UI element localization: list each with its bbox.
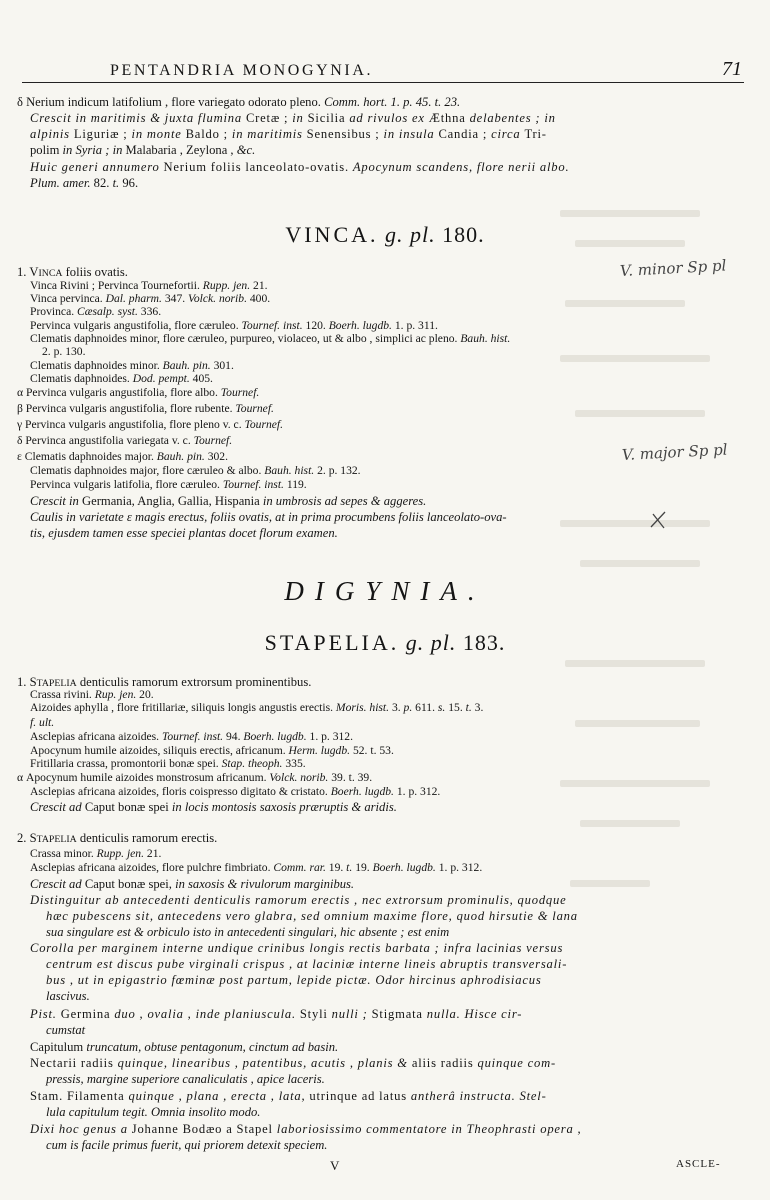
text-run: Stigmata (367, 1007, 427, 1021)
signature-mark: V (330, 1158, 340, 1173)
text-run: quinque , plana , erecta , lata, (128, 1089, 306, 1103)
text-run: Asclepias africana aizoides, floris coispresso digitato & cristato. (30, 785, 331, 798)
vinca-genus: VINCA. (285, 222, 379, 247)
stapelia2-line (46, 973, 542, 987)
text-run: Nectarii radiis (30, 1056, 118, 1070)
text-run: Caput bonæ spei, (84, 877, 176, 891)
nerium-line (30, 160, 569, 174)
handwritten-cross-mark (647, 509, 669, 531)
text-run: Tournef. (193, 434, 233, 447)
text-run: Baldo ; (185, 127, 232, 141)
text-run: 1. V (17, 265, 39, 279)
text-run: Plum. amer. (30, 176, 94, 190)
text-run: Styli (295, 1007, 332, 1021)
stapelia2-line (30, 861, 482, 875)
text-run: Hisce cir- (460, 1007, 523, 1021)
text-run: Pist. (30, 1007, 61, 1021)
text-run: Stap. theoph. (221, 757, 286, 770)
text-run: Bauh. pin. (156, 450, 208, 463)
vinca-line (30, 478, 307, 492)
text-run: Tournef. inst. (222, 478, 287, 491)
text-run: γ Pervinca vulgaris angustifolia, flore pleno v. c. (17, 418, 245, 431)
text-run: ad rivulos ex (349, 111, 429, 125)
text-run: Johanne Bodæo a Stapel (131, 1122, 277, 1136)
text-run: in maritimis (231, 127, 307, 141)
text-run: Distinguitur ab antecedenti denticulis ramorum erectis , nec extrorsum prominulis, quodque (30, 893, 567, 907)
text-run: Asclepias africana aizoides, flore pulchre fimbriato. (30, 861, 274, 874)
text-run: Liguriæ ; (73, 127, 132, 141)
vinca-line (30, 526, 338, 540)
stapelia2-line (30, 1040, 338, 1054)
vinca-line (17, 402, 274, 416)
stapelia2-line (30, 1122, 582, 1136)
text-run: 347. (164, 292, 189, 305)
stapelia2-line (46, 1072, 325, 1086)
stapelia1-line (30, 785, 440, 799)
text-run: δ Pervinca angustifolia variegata v. c. (17, 434, 194, 447)
text-run: 3. (391, 701, 404, 714)
text-run: 19. (355, 861, 373, 874)
vinca-line (17, 434, 232, 448)
vinca-line (42, 345, 85, 359)
text-run: 39. t. 39. (331, 771, 373, 784)
text-run: Vinca Rivini ; Pervinca Tournefortii. (30, 279, 203, 292)
vinca-line (30, 292, 270, 306)
text-run: cum is facile primus fuerit, qui priorem detexit speciem. (46, 1138, 328, 1152)
text-run: quinque, linearibus , patentibus, acutis , planis & (117, 1056, 412, 1070)
stapelia2-line (30, 893, 567, 907)
text-run: 96. (122, 176, 139, 190)
text-run: Boerh. lugdb. (243, 730, 310, 743)
text-run: antherâ instructa. (410, 1089, 516, 1103)
text-run: 2. S (17, 831, 37, 845)
text-run: Corolla per marginem interne undique crinibus longis rectis barbata ; infra lacinias versus (30, 941, 564, 955)
text-run: Crassa rivini. (30, 688, 95, 701)
text-run: polim (30, 143, 63, 157)
text-run: Sicilia (307, 111, 350, 125)
text-run: in saxosis & rivulorum marginibus. (175, 877, 355, 891)
text-run: 2. p. 130. (42, 345, 86, 358)
catchword: ASCLE- (676, 1158, 721, 1170)
text-run: Rupp. jen. (96, 847, 147, 860)
text-run: Capitulum (30, 1040, 87, 1054)
stapelia2-line (46, 925, 449, 939)
text-run: 1. p. 312. (309, 730, 353, 743)
text-run: Caput bonæ spei (84, 800, 172, 814)
text-run: 335. (285, 757, 306, 770)
stapelia2-line (30, 1007, 522, 1021)
digynia-heading: DIGYNIA. (284, 576, 486, 606)
text-run: Huic generi annumero (30, 160, 164, 174)
nerium-line (30, 143, 255, 157)
stapelia1-line (30, 757, 306, 771)
text-run: Dixi hoc genus a (30, 1122, 132, 1136)
text-run: Tri- (524, 127, 547, 141)
text-run: 2. p. 132. (317, 464, 361, 477)
stapelia1-line (30, 716, 54, 730)
text-run: foliis ovatis. (62, 265, 128, 279)
text-run: Tournef. (244, 418, 284, 431)
running-header (22, 60, 744, 83)
stapelia2-line (46, 909, 578, 923)
text-run: α Apocynum humile aizoides monstrosum africanum. (17, 771, 270, 784)
text-run: Crescit ad (30, 800, 85, 814)
text-run: in (112, 143, 126, 157)
vinca-line (17, 450, 228, 464)
text-run: 400. (249, 292, 271, 305)
stapelia2-line (46, 989, 90, 1003)
text-run: TAPELIA (36, 678, 77, 689)
vinca-line (30, 372, 213, 386)
text-run: truncatum, obtuse pentagonum, cinctum ad basin. (86, 1040, 339, 1054)
vinca-line (30, 359, 234, 373)
text-run: Boerh. lugdb. (330, 785, 397, 798)
text-run: lascivus. (46, 989, 90, 1003)
stapelia1-line (30, 688, 154, 702)
text-run: Senensibus ; (306, 127, 384, 141)
text-run: Æthna (428, 111, 470, 125)
vinca-line (17, 418, 283, 432)
text-run: bus , ut in epigastrio fœminæ post partum, lepide pictæ. Odor hircinus aphrodisiacus (46, 973, 542, 987)
text-run: utrinque ad latus (305, 1089, 411, 1103)
text-run: Bauh. pin. (162, 359, 214, 372)
text-run: Rup. jen. (94, 688, 140, 701)
text-run: Boerh. lugdb. (328, 319, 395, 332)
text-run: Tournef. (235, 402, 274, 415)
text-run: 119. (286, 478, 307, 491)
text-run: in (292, 111, 308, 125)
text-run: Clematis daphnoides. (30, 372, 133, 385)
text-run: Theophrasti opera , (466, 1122, 582, 1136)
text-run: 1. p. 312. (438, 861, 483, 874)
text-run: sua singulare est & orbiculo isto in antecedenti singulari, hic absente ; est enim (46, 925, 450, 939)
stapelia2-line (46, 1138, 327, 1152)
handwritten-note-major: V. major Sp pl (621, 440, 728, 464)
stapelia-ref-num: 183. (462, 630, 506, 655)
text-run: β Pervinca vulgaris angustifolia, flore rubente. (17, 402, 236, 415)
stapelia2-line (17, 831, 217, 847)
text-run: in locis montosis saxosis præruptis & aridis. (171, 800, 397, 814)
stapelia2-line (46, 1023, 85, 1037)
text-run: Malabaria , Zeylona , (125, 143, 237, 157)
text-run: tis, ejusdem tamen esse speciei plantas docet florum examen. (30, 526, 338, 540)
stapelia-genus: STAPELIA. (264, 630, 400, 655)
text-run: Comm. hort. 1. p. 45. t. 23. (324, 95, 461, 109)
text-run: Stam. Filamenta (30, 1089, 129, 1103)
text-run: laboriosissimo commentatore in (276, 1122, 467, 1136)
text-run: Crescit in maritimis & juxta flumina (30, 111, 246, 125)
text-run: TAPELIA (36, 834, 77, 845)
text-run: 19. (328, 861, 347, 874)
text-run: Crescit ad (30, 877, 85, 891)
text-run: 1. S (17, 675, 37, 689)
text-run: Boerh. lugdb. (372, 861, 439, 874)
stapelia2-line (46, 957, 567, 971)
text-run: Apocynum humile aizoides, siliquis erectis, africanum. (30, 744, 289, 757)
text-run: in umbrosis ad sepes & aggeres. (262, 494, 427, 508)
page-number: 71 (722, 58, 742, 80)
stapelia2-line (30, 1089, 547, 1103)
stapelia1-line (30, 701, 483, 715)
text-run: in insula (383, 127, 439, 141)
text-run: Fritillaria crassa, promontorii bonæ spei. (30, 757, 222, 770)
text-run: in monte (131, 127, 186, 141)
text-run: Nerium foliis lanceolato-ovatis. (163, 160, 353, 174)
stapelia1-line (17, 771, 372, 785)
text-run: duo , ovalia , inde planiuscula. (114, 1007, 296, 1021)
text-run: Cretæ ; (245, 111, 293, 125)
text-run: Aizoides aphylla , flore fritillariæ, siliquis longis angustis erectis. (30, 701, 336, 714)
text-run: delabentes ; in (469, 111, 556, 125)
text-run: Crassa minor. (30, 847, 97, 860)
text-run: 3. (474, 701, 484, 714)
text-run: Comm. rar. (273, 861, 329, 874)
text-run: Tournef. inst. (241, 319, 306, 332)
text-run: p. (403, 701, 416, 714)
vinca-line (30, 494, 426, 508)
text-run: Volck. norib. (269, 771, 332, 784)
text-run: 301. (213, 359, 234, 372)
text-run: α Pervinca vulgaris angustifolia, flore albo. (17, 386, 221, 399)
text-run: aliis radiis (411, 1056, 478, 1070)
running-title: PENTANDRIA MONOGYNIA. (110, 62, 374, 79)
text-run: 1. p. 311. (394, 319, 438, 332)
text-run: Provinca. (30, 305, 78, 318)
nerium-line (30, 111, 556, 125)
text-run: t. (465, 701, 475, 714)
text-run: 15. (448, 701, 466, 714)
text-run: Bauh. hist. (264, 464, 318, 477)
text-run: 1. p. 312. (396, 785, 441, 798)
handwritten-note-minor: V. minor Sp pl (619, 256, 727, 280)
stapelia2-line (30, 877, 354, 891)
text-run: centrum est discus pube virginali crispus , at laciniæ interne lineis abruptis transversali- (46, 957, 568, 971)
stapelia-heading (0, 630, 770, 656)
nerium-line (30, 127, 547, 141)
text-run: Asclepias africana aizoides. (30, 730, 162, 743)
text-run: denticulis ramorum erectis. (76, 831, 218, 845)
text-run: Cæsalp. syst. (77, 305, 141, 318)
text-run: Caulis in varietate ε magis erectus, foliis ovatis, at in prima procumbens foliis lanceolato-ova- (30, 510, 507, 524)
text-run: 611. (415, 701, 438, 714)
text-run: Rupp. jen. (202, 279, 254, 292)
text-run: circa (491, 127, 525, 141)
stapelia1-line (30, 730, 353, 744)
text-run: Germina (60, 1007, 115, 1021)
vinca-line (30, 305, 161, 319)
stapelia1-line (30, 800, 397, 814)
text-run: nulli ; (331, 1007, 368, 1021)
text-run: 52. t. 53. (352, 744, 394, 757)
text-run: cumstat (46, 1023, 86, 1037)
text-run: quinque com- (477, 1056, 556, 1070)
text-run: Dal. pharm. (105, 292, 165, 305)
text-run: 302. (207, 450, 228, 463)
vinca-line (30, 279, 268, 293)
text-run: 94. (225, 730, 244, 743)
vinca-heading (0, 222, 770, 248)
text-run: Apocynum scandens, flore nerii albo. (352, 160, 570, 174)
text-run: Clematis daphnoides minor, flore cæruleo, purpureo, violaceo, ut & albo , simplici ac pleno. (30, 332, 461, 345)
text-run: Pervinca vulgaris latifolia, flore cæruleo. (30, 478, 223, 491)
text-run: lula capitulum tegit. (46, 1105, 148, 1119)
text-run: Clematis daphnoides minor. (30, 359, 163, 372)
nerium-line (17, 95, 460, 109)
stapelia1-line (30, 744, 394, 758)
text-run: 21. (146, 847, 162, 860)
text-run: denticulis ramorum extrorsum prominentibus. (76, 675, 312, 689)
stapelia2-line (30, 1056, 556, 1070)
stapelia-ref: g. pl. (405, 630, 457, 655)
text-run: Pervinca vulgaris angustifolia, flore cæruleo. (30, 319, 242, 332)
text-run: Germania, Anglia, Gallia, Hispania (82, 494, 263, 508)
text-run: hæc pubescens sit, antecedens vero glabra, sed omnium maxime flore, quod hirsutie & lana (46, 909, 578, 923)
text-run: Omnia insolito modo. (147, 1105, 261, 1119)
text-run: s. (437, 701, 449, 714)
text-run: 20. (139, 688, 154, 701)
text-run: Crescit in (30, 494, 83, 508)
text-run: t. (346, 861, 356, 874)
vinca-line (30, 464, 361, 478)
vinca-line (30, 510, 507, 524)
text-run: Volck. norib. (188, 292, 250, 305)
text-run: δ Nerium indicum latifolium , flore variegato odorato pleno. (17, 95, 325, 109)
text-run: pressis, margine superiore canaliculatis , apice laceris. (46, 1072, 325, 1086)
text-run: f. ult. (30, 716, 55, 729)
text-run: ε Clematis daphnoides major. (17, 450, 157, 463)
stapelia2-line (46, 1105, 260, 1119)
text-run: 336. (140, 305, 162, 318)
nerium-line (30, 176, 138, 190)
vinca-line (30, 332, 510, 346)
text-run: Clematis daphnoides major, flore cæruleo & albo. (30, 464, 265, 477)
text-run: Bauh. hist. (460, 332, 511, 345)
stapelia2-line (30, 847, 161, 861)
vinca-line (30, 319, 438, 333)
vinca-ref-num: 180. (442, 222, 485, 247)
text-run: Vinca pervinca. (30, 292, 106, 305)
text-run: &c. (236, 143, 256, 157)
text-run: Tournef. (220, 386, 260, 399)
text-run: 82. (93, 176, 113, 190)
text-run: 21. (253, 279, 268, 292)
vinca-ref: g. pl. (385, 222, 436, 247)
text-run: in Syria ; (62, 143, 113, 157)
text-run: t. (112, 176, 123, 190)
text-run: alpinis (30, 127, 74, 141)
vinca-line (17, 386, 259, 400)
text-run: 405. (192, 372, 213, 385)
text-run: Dod. pempt. (132, 372, 193, 385)
text-run: nulla. (426, 1007, 461, 1021)
text-run: 120. (305, 319, 329, 332)
text-run: Tournef. inst. (161, 730, 226, 743)
text-run: Moris. hist. (335, 701, 392, 714)
text-run: Herm. lugdb. (288, 744, 353, 757)
text-run: Candia ; (438, 127, 492, 141)
text-run: Stel- (515, 1089, 547, 1103)
stapelia2-line (30, 941, 563, 955)
text-run: INCA (38, 268, 63, 279)
